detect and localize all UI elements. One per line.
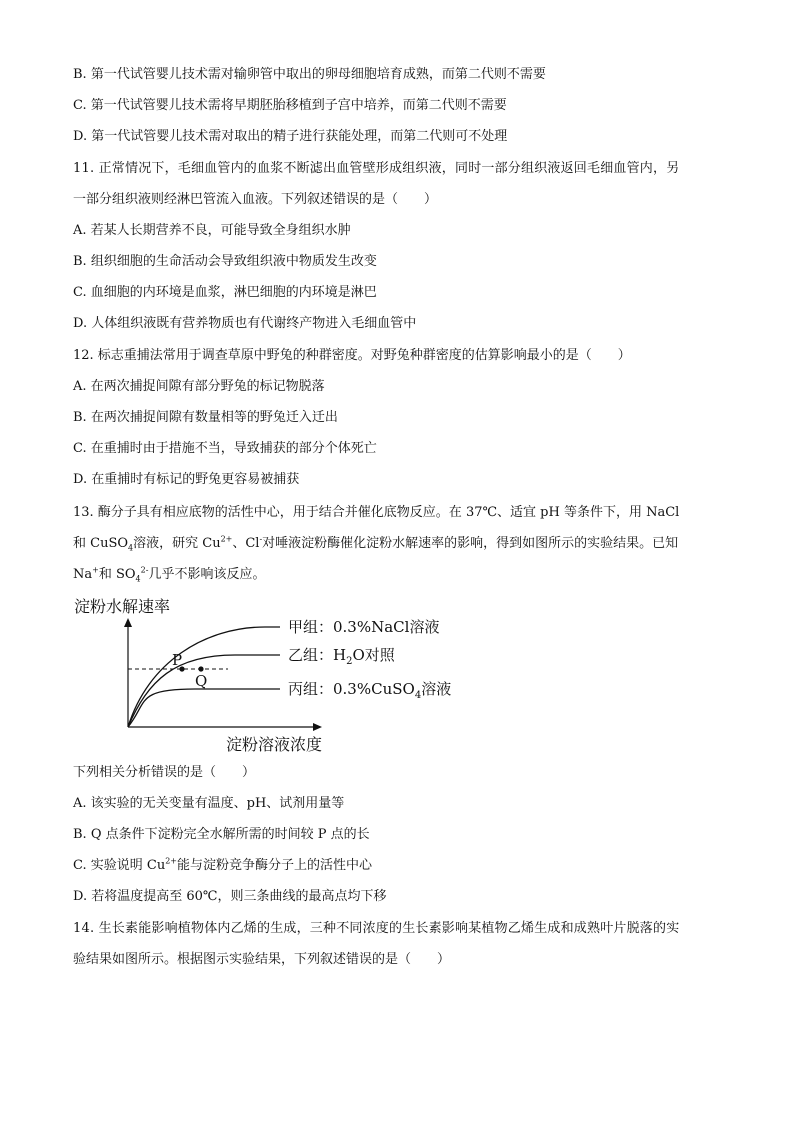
q12-option-b: B. 在两次捕捉间隙有数量相等的野兔迁入迁出 [73, 410, 338, 425]
q14-stem-line2: 验结果如图所示。根据图示实验结果，下列叙述错误的是（ ） [73, 952, 451, 967]
point-p-label: P [172, 651, 183, 669]
x-axis-arrow [313, 723, 322, 731]
q11-option-c: C. 血细胞的内环境是血浆，淋巴细胞的内环境是淋巴 [73, 285, 377, 300]
q12-option-c: C. 在重捕时由于措施不当，导致捕获的部分个体死亡 [73, 441, 377, 456]
q13-option-d: D. 若将温度提高至 60℃，则三条曲线的最高点均下移 [73, 889, 387, 904]
q11-stem-line1: 11. 正常情况下，毛细血管内的血浆不断滤出血管壁形成组织液，同时一部分组织液返回毛细血管内，另 [73, 161, 680, 176]
q13-stem-line3: Na+和 $SO_4^{2-}$几乎不影响该反应。 [73, 565, 266, 584]
q12-stem: 12. 标志重捕法常用于调查草原中野兔的种群密度。对野兔种群密度的估算影响最小的是（ ） [73, 348, 631, 363]
q13-option-b: B. Q 点条件下淀粉完全水解所需的时间较 P 点的长 [73, 827, 370, 842]
series-line-yi [128, 655, 280, 727]
q12-option-d: D. 在重捕时有标记的野兔更容易被捕获 [73, 472, 300, 487]
q13-question: 下列相关分析错误的是（ ） [73, 765, 256, 780]
y-axis-label: 淀粉水解速率 [74, 597, 171, 616]
point-q-label: Q [195, 672, 208, 690]
q11-option-a: A. 若某人长期营养不良，可能导致全身组织水肿 [73, 223, 351, 238]
legend-bing: 丙组：0.3%CuSO$_4$溶液 [288, 680, 452, 701]
q10-option-d: D. 第一代试管婴儿技术需对取出的精子进行获能处理，而第二代则可不处理 [73, 129, 508, 144]
q13-option-c: C. 实验说明 $Cu^{2+}$能与淀粉竞争酶分子上的活性中心 [73, 856, 373, 873]
x-axis-label: 淀粉溶液浓度 [226, 735, 323, 754]
q13-stem-line2: 和 CuSO$_4$溶液，研究 $Cu^{2+}$、Cl-对唾液淀粉酶催化淀粉水解速率的影响，得到如图所示的实验结果。已知 [73, 534, 679, 553]
q11-stem-line2: 一部分组织液则经淋巴管流入血液。下列叙述错误的是（ ） [73, 192, 438, 207]
q13-option-a: A. 该实验的无关变量有温度、pH、试剂用量等 [73, 796, 345, 811]
legend-yi: 乙组：$H_2O$对照 [288, 646, 395, 667]
q11-option-d: D. 人体组织液既有营养物质也有代谢终产物进入毛细血管中 [73, 316, 417, 331]
q11-option-b: B. 组织细胞的生命活动会导致组织液中物质发生改变 [73, 254, 377, 269]
series-line-bing [128, 689, 280, 727]
q14-stem-line1: 14. 生长素能影响植物体内乙烯的生成，三种不同浓度的生长素影响某植物乙烯生成和成熟叶片脱落的实 [73, 921, 680, 936]
q12-option-a: A. 在两次捕捉间隙有部分野兔的标记物脱落 [73, 379, 325, 394]
y-axis-arrow [124, 618, 132, 627]
legend-jia: 甲组：0.3%NaCl溶液 [288, 618, 440, 636]
q10-option-b: B. 第一代试管婴儿技术需对输卵管中取出的卵母细胞培育成熟，而第二代则不需要 [73, 67, 546, 82]
q13-stem-line1: 13. 酶分子具有相应底物的活性中心，用于结合并催化底物反应。在 37℃、适宜 pH 等条件下，用 NaCl [73, 505, 680, 520]
rate-chart [70, 592, 490, 757]
point-q [198, 666, 203, 671]
q10-option-c: C. 第一代试管婴儿技术需将早期胚胎移植到子宫中培养，而第二代则不需要 [73, 98, 507, 113]
